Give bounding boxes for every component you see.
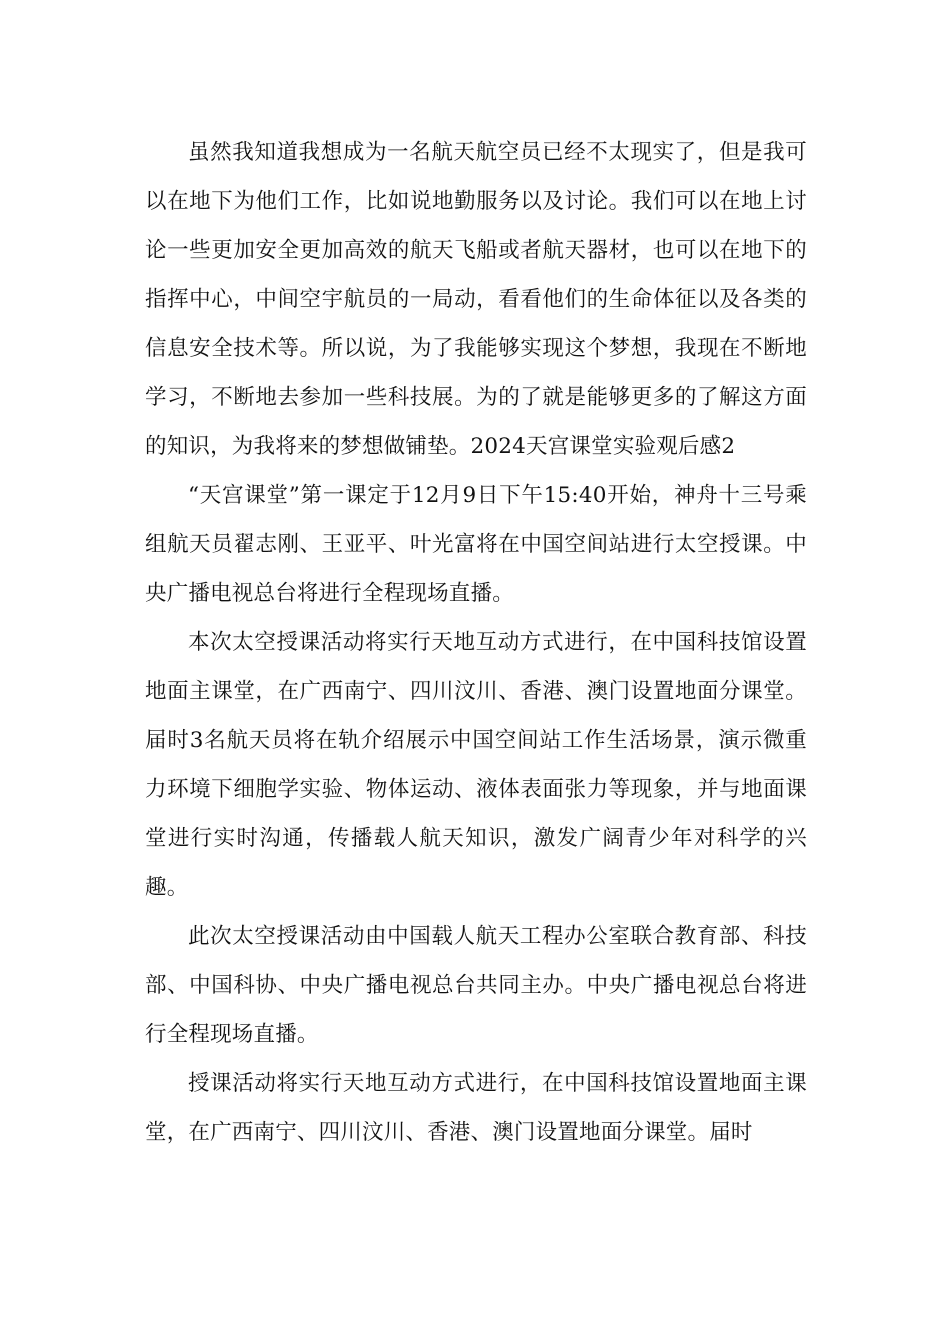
- paragraph-4: 此次太空授课活动由中国载人航天工程办公室联合教育部、科技部、中国科协、中央广播电视总台共同主办。中央广播电视总台将进行全程现场直播。: [145, 924, 807, 1047]
- document-page: [145, 128, 807, 1157]
- paragraph-5: 授课活动将实行天地互动方式进行，在中国科技馆设置地面主课堂，在广西南宁、四川汶川、香港、澳门设置地面分课堂。届时: [145, 1071, 807, 1145]
- paragraph-1: 虽然我知道我想成为一名航天航空员已经不太现实了，但是我可以在地下为他们工作，比如说地勤服务以及讨论。我们可以在地上讨论一些更加安全更加高效的航天飞船或者航天器材，也可以在地下的指挥中心，中间空宇航员的一局动，看看他们的生命体征以及各类的信息安全技术等。所以说，为了我能够实现这个梦想，我现在不断地学习，不断地去参加一些科技展。为的了就是能够更多的了解这方面的知识，为我将来的梦想做铺垫。2024天宫课堂实验观后感2: [145, 140, 807, 459]
- paragraph-2: “天宫课堂”第一课定于12月9日下午15:40开始，神舟十三号乘组航天员翟志刚、王亚平、叶光富将在中国空间站进行太空授课。中央广播电视总台将进行全程现场直播。: [145, 483, 807, 606]
- paragraph-3: 本次太空授课活动将实行天地互动方式进行，在中国科技馆设置地面主课堂，在广西南宁、四川汶川、香港、澳门设置地面分课堂。届时3名航天员将在轨介绍展示中国空间站工作生活场景，演示微重力环境下细胞学实验、物体运动、液体表面张力等现象，并与地面课堂进行实时沟通，传播载人航天知识，激发广阔青少年对科学的兴趣。: [145, 630, 807, 900]
